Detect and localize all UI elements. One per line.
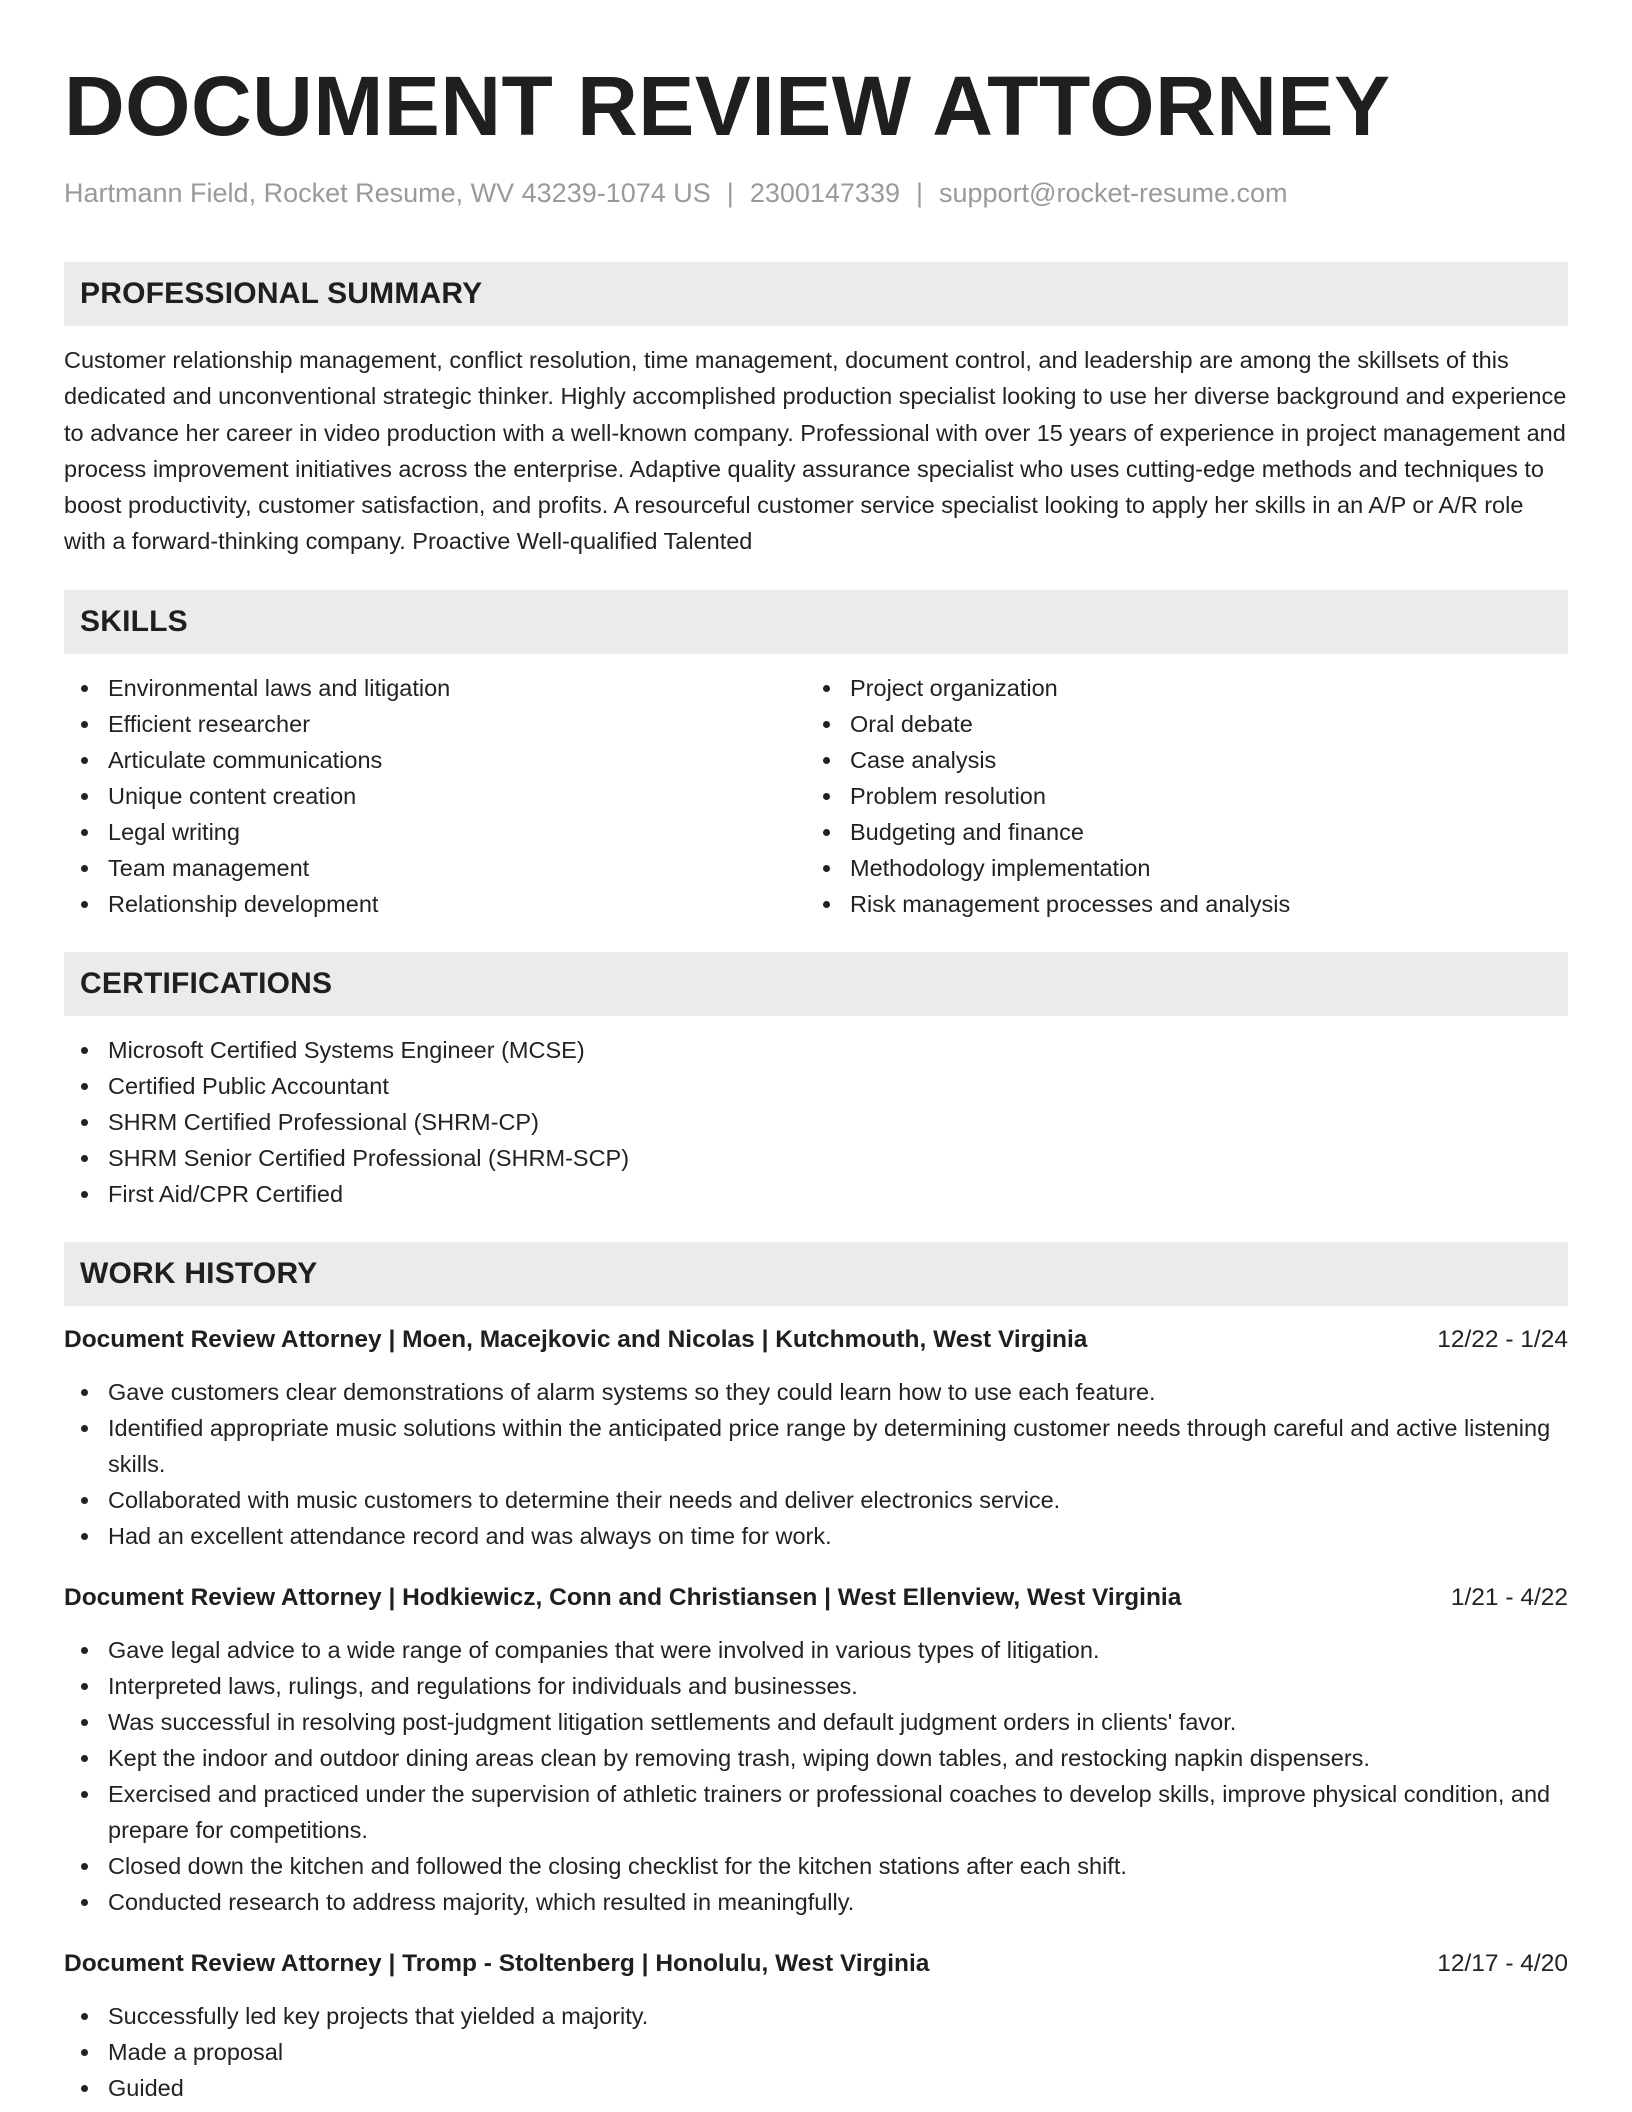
job-bullet: Exercised and practiced under the supervision of athletic trainers or professional coaches to develop skills, improve physical condition, and prepare for competitions. — [64, 1776, 1568, 1848]
job-bullet: Collaborated with music customers to determine their needs and deliver electronics service. — [64, 1482, 1568, 1518]
job-bullet: Was successful in resolving post-judgment litigation settlements and default judgment orders in clients' favor. — [64, 1704, 1568, 1740]
job-dates: 1/21 - 4/22 — [1450, 1583, 1568, 1611]
summary-text: Customer relationship management, conflict resolution, time management, document control, and leadership are among the skillsets of this dedicated and unconventional strategic thinker. Highly accomplished production specialist looking to use her diverse background and experience to advance her career in video production with a well-known company. Professional with over 15 years of experience in project management and process improvement initiatives across the enterprise. Adaptive quality assurance specialist who uses cutting-edge methods and techniques to boost productivity, customer satisfaction, and profits. A resourceful customer service specialist looking to apply her skills in an A/P or A/R role with a forward-thinking company. Proactive Well-qualified Talented — [64, 347, 1567, 555]
certifications-list — [64, 1032, 1568, 1212]
skill-item: Legal writing — [64, 814, 806, 850]
contact-separator: | — [726, 178, 734, 208]
job-title: Document Review Attorney | Moen, Macejkovic and Nicolas | Kutchmouth, West Virginia — [64, 1325, 1088, 1353]
job-title: Document Review Attorney | Tromp - Stoltenberg | Honolulu, West Virginia — [64, 1949, 930, 1977]
skill-item: Articulate communications — [64, 742, 806, 778]
certifications-heading: CERTIFICATIONS — [64, 952, 1568, 1016]
skills-list-left — [64, 670, 806, 922]
skill-item: Project organization — [806, 670, 1548, 706]
certification-item: Certified Public Accountant — [64, 1068, 1568, 1104]
candidate-name: DOCUMENT REVIEW ATTORNEY — [64, 59, 1391, 153]
skill-item: Oral debate — [806, 706, 1548, 742]
job-bullet: Gave legal advice to a wide range of companies that were involved in various types of litigation. — [64, 1632, 1568, 1668]
job-bullet-list — [64, 1998, 1568, 2106]
job-bullet: Interpreted laws, rulings, and regulations for individuals and businesses. — [64, 1668, 1568, 1704]
resume-page — [64, 0, 1568, 2106]
job-bullet: Made a proposal — [64, 2034, 1568, 2070]
job-bullet: Conducted research to address majority, which resulted in meaningfully. — [64, 1884, 1568, 1920]
certification-item: First Aid/CPR Certified — [64, 1176, 1568, 1212]
skills-column-right — [806, 670, 1548, 922]
skills-grid — [64, 670, 1568, 922]
job-bullet-list — [64, 1374, 1568, 1554]
summary-heading: PROFESSIONAL SUMMARY — [64, 262, 1568, 326]
certification-item: SHRM Senior Certified Professional (SHRM-SCP) — [64, 1140, 1568, 1176]
skill-item: Methodology implementation — [806, 850, 1548, 886]
job-bullet: Had an excellent attendance record and was always on time for work. — [64, 1518, 1568, 1554]
skills-heading: SKILLS — [64, 590, 1568, 654]
job-bullet: Guided — [64, 2070, 1568, 2106]
job-bullet-list — [64, 1632, 1568, 1920]
work-history-heading: WORK HISTORY — [64, 1242, 1568, 1306]
contact-address: Hartmann Field, Rocket Resume, WV 43239-1074 US — [64, 178, 711, 208]
job-header — [64, 1322, 1568, 1358]
job-title: Document Review Attorney | Hodkiewicz, Conn and Christiansen | West Ellenview, West Virginia — [64, 1583, 1182, 1611]
skill-item: Case analysis — [806, 742, 1548, 778]
contact-line — [64, 176, 1568, 210]
job-bullet: Kept the indoor and outdoor dining areas clean by removing trash, wiping down tables, and restocking napkin dispensers. — [64, 1740, 1568, 1776]
job-bullet: Identified appropriate music solutions within the anticipated price range by determining customer needs through careful and active listening skills. — [64, 1410, 1568, 1482]
job-dates: 12/22 - 1/24 — [1437, 1325, 1568, 1353]
skill-item: Team management — [64, 850, 806, 886]
certification-item: Microsoft Certified Systems Engineer (MCSE) — [64, 1032, 1568, 1068]
certification-item: SHRM Certified Professional (SHRM-CP) — [64, 1104, 1568, 1140]
skills-list-right — [806, 670, 1548, 922]
skill-item: Efficient researcher — [64, 706, 806, 742]
job-header — [64, 1946, 1568, 1982]
skill-item: Unique content creation — [64, 778, 806, 814]
skill-item: Relationship development — [64, 886, 806, 922]
skill-item: Environmental laws and litigation — [64, 670, 806, 706]
skills-column-left — [64, 670, 806, 922]
skill-item: Risk management processes and analysis — [806, 886, 1548, 922]
job-header — [64, 1580, 1568, 1616]
job-entry — [64, 1946, 1568, 2106]
job-bullet: Gave customers clear demonstrations of alarm systems so they could learn how to use each feature. — [64, 1374, 1568, 1410]
skill-item: Problem resolution — [806, 778, 1548, 814]
job-entry — [64, 1580, 1568, 1920]
skill-item: Budgeting and finance — [806, 814, 1548, 850]
contact-phone: 2300147339 — [749, 178, 900, 208]
job-bullet: Successfully led key projects that yielded a majority. — [64, 1998, 1568, 2034]
contact-separator: | — [915, 178, 923, 208]
job-entry — [64, 1322, 1568, 1554]
contact-email: support@rocket-resume.com — [939, 178, 1288, 208]
job-dates: 12/17 - 4/20 — [1437, 1949, 1568, 1977]
job-bullet: Closed down the kitchen and followed the closing checklist for the kitchen stations after each shift. — [64, 1848, 1568, 1884]
